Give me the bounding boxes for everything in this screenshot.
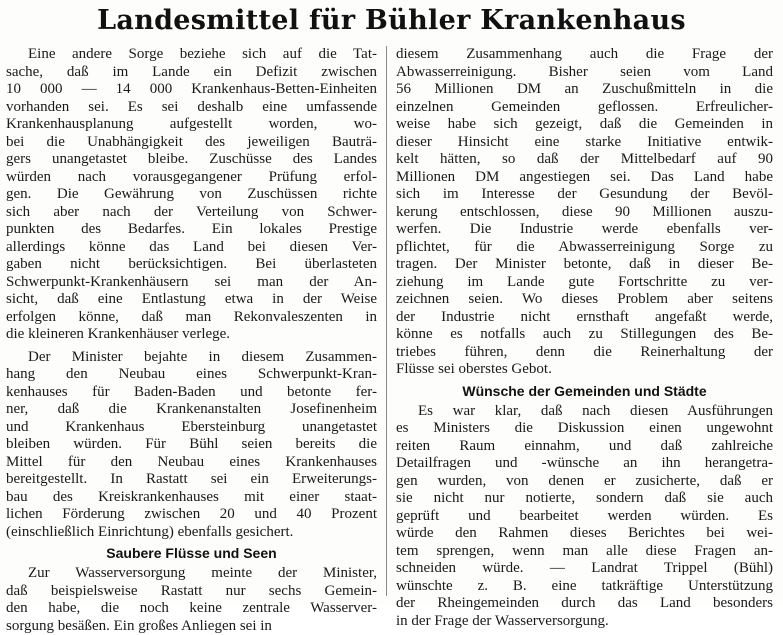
text-line: vorhanden sei. Es sei deshalb eine umfassende [6, 99, 377, 117]
text-line: würden nach vorausgegangener Prüfung erfol- [6, 169, 377, 187]
text-line: kerung entschlossen, diese 90 Millionen auszu- [396, 204, 773, 222]
text-line: ziehung im Lande gute Fortschritte zu ver- [396, 274, 773, 292]
text-line: ner, daß die Krankenanstalten Josefinenheim [6, 401, 377, 419]
text-line: hang den Neubau eines Schwerpunkt-Kran- [6, 366, 377, 384]
text-line: Eine andere Sorge beziehe sich auf die Tat- [6, 46, 377, 64]
text-line: erfolgen könne, daß man Rekonvaleszenten in [6, 309, 377, 327]
text-line: Der Minister bejahte in diesem Zusammen- [6, 349, 377, 367]
text-line: Abwasserreinigung. Bisher seien vom Land [396, 64, 773, 82]
text-line: der Rheingemeinden durch das Land besonders [396, 595, 773, 613]
article-paragraph [6, 46, 377, 344]
article-paragraph [396, 403, 773, 631]
text-line: Schwerpunkt-Krankenhäusern sei man der An- [6, 274, 377, 292]
text-line: bau des Kreiskrankenhauses mit einer staat- [6, 489, 377, 507]
text-line: (einschließlich Einrichtung) ebenfalls gesichert. [6, 524, 377, 542]
left-column [6, 46, 377, 635]
text-line: tem sprengen, wenn man alle diese Fragen an- [396, 543, 773, 561]
text-line: gen. Die Gewährung von Zuschüssen richte [6, 186, 377, 204]
text-line: sicht, daß eine Entlastung etwa in der Weise [6, 291, 377, 309]
text-line: gaben nicht berücksichtigen. Bei überlasteten [6, 256, 377, 274]
section-subheading: Saubere Flüsse und Seen [6, 541, 377, 565]
text-line: reiten Raum einnahm, und daß zahlreiche [396, 438, 773, 456]
text-line: kenhauses für Baden-Baden und betonte fer- [6, 384, 377, 402]
text-line: bereitgestellt. In Rastatt sei ein Erweiterungs- [6, 471, 377, 489]
text-line: werfen. Die Industrie werde ebenfalls ver- [396, 221, 773, 239]
text-line: bei die Unabhängigkeit des jeweiligen Bauträ- [6, 134, 377, 152]
text-line: in der Frage der Wasserversorgung. [396, 613, 773, 631]
text-line: allerdings könne das Land bei diesen Ver- [6, 239, 377, 257]
section-subheading: Wünsche der Gemeinden und Städte [396, 379, 773, 403]
text-line: sache, daß im Lande ein Defizit zwischen [6, 64, 377, 82]
text-line: den habe, die noch keine zentrale Wasserver- [6, 600, 377, 618]
text-line: triebes führen, denn die Reinerhaltung der [396, 344, 773, 362]
text-line: könne es notfalls auch zu Stillegungen des Be- [396, 326, 773, 344]
text-line: Es war klar, daß nach diesen Ausführungen [396, 403, 773, 421]
text-line: Detailfragen und -wünsche an ihn herangetra- [396, 455, 773, 473]
text-line: lichen Förderung zwischen 20 und 40 Prozent [6, 506, 377, 524]
article-paragraph [6, 349, 377, 542]
text-line: Krankenhausplanung aufgestellt worden, wo- [6, 116, 377, 134]
article-paragraph [396, 46, 773, 379]
text-line: die kleineren Krankenhäuser verlege. [6, 326, 377, 344]
article-paragraph [6, 565, 377, 635]
right-column [396, 46, 773, 630]
text-line: sie nicht nur notierte, sondern daß sie auch [396, 490, 773, 508]
text-line: würde den Rahmen dieses Berichtes bei wei- [396, 525, 773, 543]
text-line: Zur Wasserversorgung meinte der Minister, [6, 565, 377, 583]
text-line: wünschte z. B. eine tatkräftige Unterstützung [396, 578, 773, 596]
text-line: gers unangetastet bleibe. Zuschüsse des Landes [6, 151, 377, 169]
text-line: 10 000 — 14 000 Krankenhaus-Betten-Einheiten [6, 81, 377, 99]
text-line: bleiben würden. Für Bühl seien bereits die [6, 436, 377, 454]
text-line: geprüft und bearbeitet werden würden. Es [396, 508, 773, 526]
text-line: 56 Millionen DM an Zuschußmitteln in die [396, 81, 773, 99]
text-line: sorgung besäßen. Ein großes Anliegen sei in [6, 618, 377, 635]
text-line: diesem Zusammenhang auch die Frage der [396, 46, 773, 64]
text-line: gen wurden, von denen er zusicherte, daß er [396, 473, 773, 491]
text-line: der Industrie nicht ernsthaft angefaßt werde, [396, 309, 773, 327]
text-line: punkten des Bedarfes. Ein lokales Prestige [6, 221, 377, 239]
text-line: Flüsse sei oberstes Gebot. [396, 361, 773, 379]
headline: Landesmittel für Bühler Krankenhaus [0, 4, 783, 38]
text-line: sich im Interesse der Gesundung der Bevöl- [396, 186, 773, 204]
text-line: einzelnen Gemeinden geflossen. Erfreulicher- [396, 99, 773, 117]
text-line: daß beispielsweise Rastatt nur sechs Gemein- [6, 583, 377, 601]
text-line: Mittel für den Neubau eines Krankenhauses [6, 454, 377, 472]
text-line: es Ministers die Diskussion einen ungewohnt [396, 420, 773, 438]
text-line: schneiden würde. — Landrat Trippel (Bühl) [396, 560, 773, 578]
column-divider [386, 46, 387, 596]
text-line: weise habe sich gezeigt, daß die Gemeinden in [396, 116, 773, 134]
text-line: kelt hätten, so daß der Mittelbedarf auf 90 [396, 151, 773, 169]
text-line: sich aber nach der Verteilung von Schwer- [6, 204, 377, 222]
text-line: Millionen DM angestiegen sei. Das Land habe [396, 169, 773, 187]
text-line: zeichnen seien. Wo dieses Problem aber seitens [396, 291, 773, 309]
text-line: und Krankenhaus Ebersteinburg unangetastet [6, 419, 377, 437]
text-line: pflichtet, für die Abwasserreinigung Sorge zu [396, 239, 773, 257]
text-line: tragen. Der Minister betonte, daß in dieser Be- [396, 256, 773, 274]
text-line: dieser Hinsicht eine starke Initiative entwik- [396, 134, 773, 152]
